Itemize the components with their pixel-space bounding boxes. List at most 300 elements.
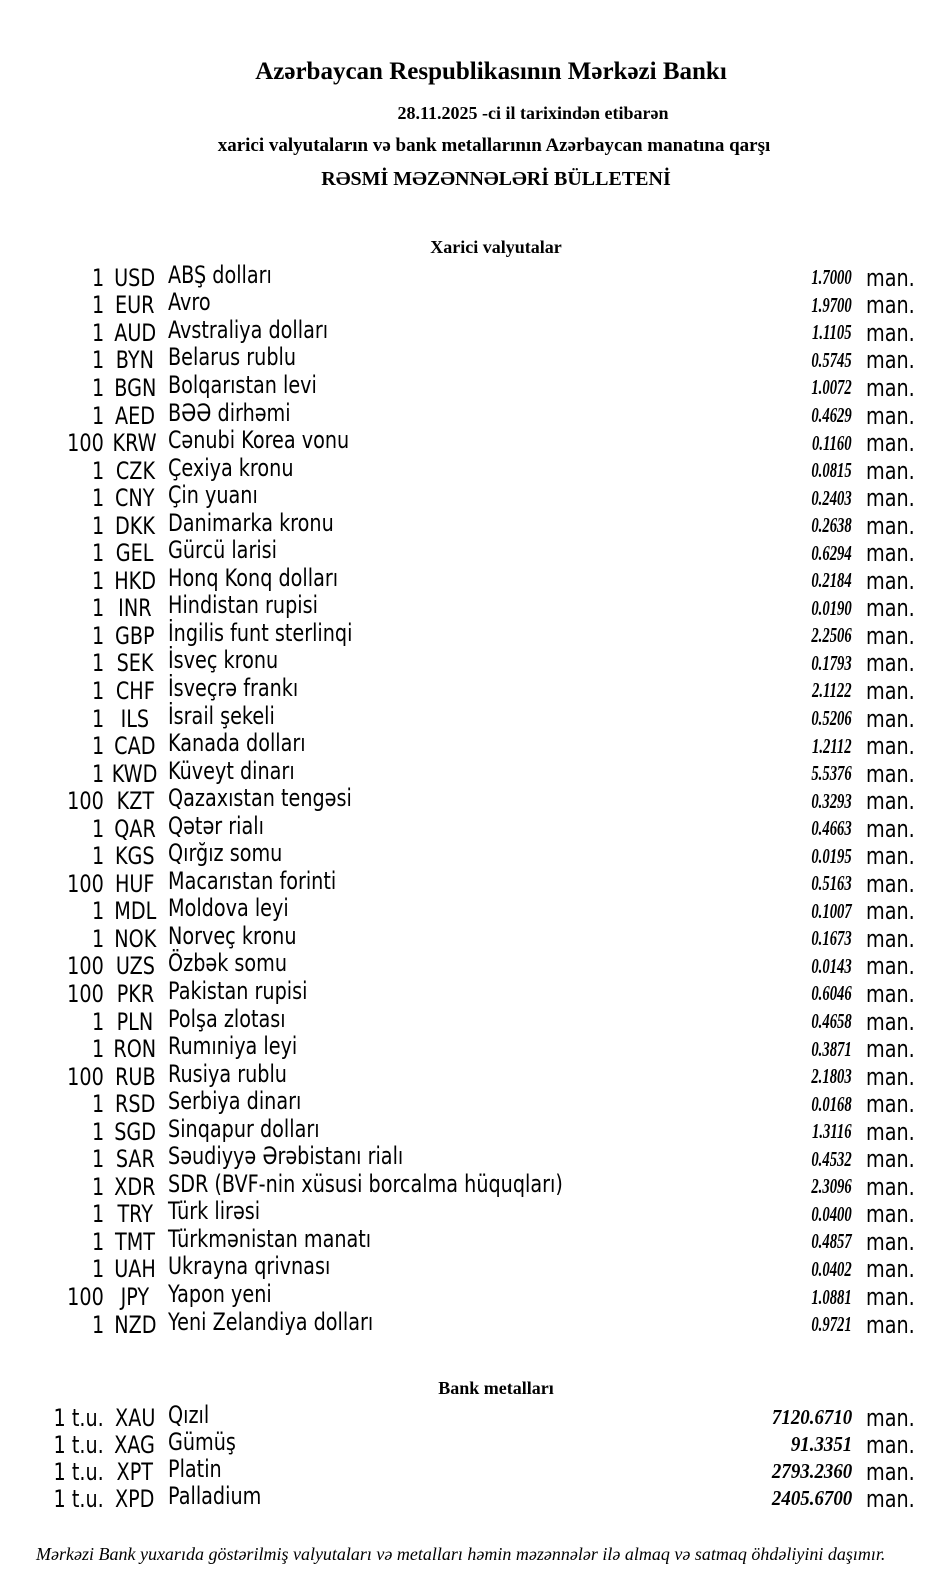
code-label: XPT (116, 1457, 154, 1486)
code-label: NZD (113, 1310, 157, 1339)
rate-cell (704, 1202, 852, 1227)
quantity-cell (0, 622, 104, 650)
code-cell (104, 1063, 166, 1091)
disclaimer-text (36, 1544, 885, 1565)
unit-cell (852, 1283, 952, 1311)
code-label: TMT (114, 1227, 156, 1256)
unit-label: man. (866, 1310, 915, 1339)
unit-cell (852, 567, 952, 595)
code-label: BGN (113, 373, 157, 402)
table-row (0, 563, 952, 595)
quantity-label: 1 (91, 1310, 104, 1339)
unit-label: man. (866, 704, 915, 733)
rate-cell (704, 486, 852, 511)
unit-cell (852, 594, 952, 622)
quantity-label: 1 (91, 1145, 104, 1174)
quantity-cell (0, 1063, 104, 1091)
unit-label: man. (866, 869, 915, 898)
name-label: Yapon yeni (168, 1280, 272, 1309)
code-cell (104, 1283, 166, 1311)
quantity-label: 1 (91, 1090, 104, 1119)
rate-cell (704, 954, 852, 979)
rate-cell (704, 816, 852, 841)
quantity-label: 1 (91, 1255, 104, 1284)
unit-label: man. (866, 814, 915, 843)
name-label: Qətər rialı (168, 811, 264, 840)
rate-value: 5.5376 (811, 761, 852, 786)
code-cell (104, 787, 166, 815)
rate-value: 0.0400 (811, 1201, 852, 1226)
quantity-cell (0, 649, 104, 677)
rate-value: 1.1105 (812, 320, 852, 345)
name-label: Polşa zlotası (168, 1004, 286, 1033)
unit-cell (852, 732, 952, 760)
code-cell (104, 1311, 166, 1339)
unit-cell (852, 952, 952, 980)
unit-label: man. (866, 732, 915, 761)
rate-cell (704, 1037, 852, 1062)
unit-label: man. (866, 401, 915, 430)
code-label: ILS (120, 704, 150, 733)
name-label: Küveyt dinarı (168, 756, 295, 785)
unit-cell (852, 925, 952, 953)
unit-label: man. (866, 429, 915, 458)
name-label: Danimarka kronu (168, 508, 334, 537)
name-label: Sinqapur dolları (168, 1114, 320, 1143)
name-label: Moldova leyi (168, 894, 289, 923)
rate-cell (704, 403, 852, 428)
rate-value: 0.0190 (811, 595, 852, 620)
rate-cell (704, 541, 852, 566)
rate-cell (704, 926, 852, 951)
unit-label: man. (866, 897, 915, 926)
unit-cell (852, 1228, 952, 1256)
rate-cell (704, 844, 852, 869)
unit-label: man. (866, 1145, 915, 1174)
table-row (0, 536, 952, 568)
metals-section-title: Bank metalları (438, 1378, 554, 1398)
table-row (0, 673, 952, 705)
quantity-cell (0, 815, 104, 843)
currencies-table (0, 260, 952, 1339)
rate-value: 0.4532 (811, 1146, 852, 1171)
unit-cell (852, 897, 952, 925)
name-cell (166, 1427, 704, 1459)
unit-label: man. (866, 649, 915, 678)
rate-value: 0.5745 (811, 347, 852, 372)
quantity-cell (0, 1008, 104, 1036)
table-row (0, 949, 952, 981)
unit-cell (852, 649, 952, 677)
code-cell (104, 1431, 166, 1459)
rate-value: 0.5206 (811, 706, 852, 731)
code-cell (104, 291, 166, 319)
code-label: PLN (116, 1007, 154, 1036)
table-row (0, 1224, 952, 1256)
table-row (0, 315, 952, 347)
unit-cell (852, 1063, 952, 1091)
rate-cell (704, 348, 852, 373)
unit-label: man. (866, 594, 915, 623)
code-label: NOK (113, 924, 157, 953)
rate-value: 0.3871 (811, 1036, 852, 1061)
rate-value: 0.1007 (811, 898, 852, 923)
code-cell (104, 1485, 166, 1513)
code-label: HUF (115, 869, 155, 898)
unit-label: man. (866, 511, 915, 540)
quantity-cell (0, 1145, 104, 1173)
rate-cell (704, 1257, 852, 1282)
unit-cell (852, 1145, 952, 1173)
code-label: AED (114, 401, 156, 430)
rate-value: 0.2638 (811, 513, 852, 538)
unit-cell (852, 374, 952, 402)
unit-label: man. (866, 1403, 915, 1432)
code-cell (104, 705, 166, 733)
quantity-label: 1 (91, 566, 104, 595)
subtitle-line: xarici valyutaların və bank metallarının Azərbaycan manatına qarşı (217, 135, 771, 156)
name-label: Rusiya rublu (168, 1059, 287, 1088)
code-cell (104, 815, 166, 843)
quantity-cell (0, 1255, 104, 1283)
name-label: Çin yuanı (168, 481, 258, 510)
unit-label: man. (866, 759, 915, 788)
quantity-label: 1 t.u. (53, 1430, 104, 1459)
unit-cell (852, 319, 952, 347)
table-row (0, 1032, 952, 1064)
unit-cell (852, 1008, 952, 1036)
table-row (0, 1059, 952, 1091)
unit-label: man. (866, 1430, 915, 1459)
table-row (0, 453, 952, 485)
code-label: JPY (120, 1283, 150, 1312)
unit-label: man. (866, 621, 915, 650)
unit-label: man. (866, 787, 915, 816)
quantity-label: 1 (91, 594, 104, 623)
quantity-cell (0, 346, 104, 374)
unit-cell (852, 1255, 952, 1283)
quantity-label: 1 (91, 924, 104, 953)
rate-cell (704, 761, 852, 786)
name-cell (166, 1400, 704, 1432)
table-row (0, 701, 952, 733)
table-row (0, 618, 952, 650)
unit-label: man. (866, 484, 915, 513)
name-label: Özbək somu (168, 949, 288, 978)
name-label: Gümüş (168, 1427, 236, 1456)
unit-cell (852, 980, 952, 1008)
code-label: XPD (115, 1484, 155, 1513)
unit-cell (852, 429, 952, 457)
unit-cell (852, 842, 952, 870)
code-label: AUD (114, 318, 156, 347)
unit-cell (852, 1090, 952, 1118)
code-label: INR (118, 594, 152, 623)
rate-cell (704, 734, 852, 759)
unit-cell (852, 787, 952, 815)
name-label: Gürcü larisi (168, 536, 278, 565)
rate-value: 0.0143 (811, 953, 852, 978)
rate-cell (704, 293, 852, 318)
quantity-label: 100 (67, 869, 104, 898)
code-cell (104, 1228, 166, 1256)
quantity-label: 1 (91, 1200, 104, 1229)
code-cell (104, 870, 166, 898)
code-label: GEL (116, 539, 154, 568)
quantity-cell (0, 732, 104, 760)
metals-table (0, 1400, 952, 1513)
code-label: HKD (114, 566, 156, 595)
unit-label: man. (866, 263, 915, 292)
code-cell (104, 1118, 166, 1146)
quantity-label: 100 (67, 429, 104, 458)
code-cell (104, 760, 166, 788)
code-label: SAR (115, 1145, 155, 1174)
table-row (0, 894, 952, 926)
code-cell (104, 457, 166, 485)
code-label: XAU (114, 1403, 156, 1432)
unit-label: man. (866, 1117, 915, 1146)
rate-value: 1.0072 (811, 375, 852, 400)
name-label: Türkmənistan manatı (168, 1224, 372, 1253)
name-label: Səudiyyə Ərəbistanı rialı (168, 1142, 404, 1171)
rate-cell (704, 1174, 852, 1199)
code-label: XDR (114, 1172, 156, 1201)
rate-value: 0.0168 (811, 1091, 852, 1116)
rate-cell (704, 981, 852, 1006)
quantity-label: 1 t.u. (53, 1403, 104, 1432)
rate-value: 1.3116 (812, 1119, 852, 1144)
rate-cell (704, 1285, 852, 1310)
unit-label: man. (866, 1035, 915, 1064)
unit-cell (852, 622, 952, 650)
rate-cell (704, 375, 852, 400)
quantity-cell (0, 677, 104, 705)
code-label: TRY (117, 1200, 153, 1229)
name-label: Belarus rublu (168, 343, 297, 372)
code-cell (104, 1145, 166, 1173)
quantity-cell (0, 429, 104, 457)
code-label: SEK (116, 649, 154, 678)
rate-cell (704, 1147, 852, 1172)
quantity-label: 1 (91, 401, 104, 430)
rate-value: 0.1793 (811, 650, 852, 675)
code-label: XAG (114, 1430, 156, 1459)
quantity-cell (0, 402, 104, 430)
name-label: Qazaxıstan tengəsi (168, 784, 352, 813)
quantity-cell (0, 1311, 104, 1339)
rate-value: 91.3351 (790, 1432, 852, 1456)
code-cell (104, 897, 166, 925)
name-label: Avstraliya dolları (168, 315, 329, 344)
quantity-label: 1 (91, 539, 104, 568)
quantity-cell (0, 1431, 104, 1459)
unit-label: man. (866, 1090, 915, 1119)
currencies-section-title: Xarici valyutalar (430, 237, 562, 257)
rate-value: 1.2112 (812, 733, 852, 758)
table-row (0, 811, 952, 843)
quantity-cell (0, 842, 104, 870)
name-label: Avro (168, 288, 211, 317)
quantity-label: 1 (91, 456, 104, 485)
table-row (0, 426, 952, 458)
code-cell (104, 539, 166, 567)
table-row (0, 508, 952, 540)
name-label: Çexiya kronu (168, 453, 294, 482)
quantity-label: 1 (91, 484, 104, 513)
rate-value: 2405.6700 (771, 1486, 852, 1510)
code-label: PKR (116, 980, 154, 1008)
name-label: Honq Konq dolları (168, 563, 339, 592)
rate-value: 0.2403 (811, 485, 852, 510)
quantity-cell (0, 1404, 104, 1432)
quantity-label: 1 (91, 732, 104, 761)
code-label: USD (114, 263, 156, 292)
code-cell (104, 429, 166, 457)
quantity-label: 1 (91, 291, 104, 320)
table-row (0, 1454, 952, 1486)
code-cell (104, 594, 166, 622)
quantity-label: 100 (67, 787, 104, 816)
code-cell (104, 1008, 166, 1036)
quantity-cell (0, 1485, 104, 1513)
rate-cell (704, 899, 852, 924)
code-cell (104, 1200, 166, 1228)
name-label: İsrail şekeli (168, 701, 275, 730)
quantity-label: 1 (91, 814, 104, 843)
rate-value: 0.4658 (811, 1009, 852, 1034)
code-cell (104, 1035, 166, 1063)
unit-label: man. (866, 1283, 915, 1312)
table-row (0, 1197, 952, 1229)
unit-cell (852, 1118, 952, 1146)
rate-value: 1.7000 (811, 265, 852, 290)
quantity-label: 100 (67, 952, 104, 981)
table-row (0, 921, 952, 953)
quantity-cell (0, 594, 104, 622)
code-cell (104, 622, 166, 650)
name-label: ABŞ dolları (168, 260, 272, 289)
rate-cell (704, 1229, 852, 1254)
rate-cell (704, 1312, 852, 1337)
unit-cell (852, 402, 952, 430)
code-cell (104, 1404, 166, 1432)
rate-cell (704, 320, 852, 345)
table-row (0, 1400, 952, 1432)
rate-cell (704, 568, 852, 593)
rate-value: 1.0881 (811, 1284, 852, 1309)
unit-cell (852, 815, 952, 843)
unit-label: man. (866, 318, 915, 347)
unit-label: man. (866, 924, 915, 953)
rate-value: 0.0815 (811, 458, 852, 483)
quantity-cell (0, 374, 104, 402)
rate-cell (704, 596, 852, 621)
name-label: Norveç kronu (168, 921, 297, 950)
rate-value: 0.0195 (811, 843, 852, 868)
table-row (0, 1252, 952, 1284)
rate-cell (704, 1459, 852, 1484)
quantity-label: 1 t.u. (53, 1457, 104, 1486)
code-label: BYN (115, 346, 155, 375)
code-label: UZS (115, 952, 155, 981)
rate-cell (704, 1486, 852, 1511)
code-cell (104, 402, 166, 430)
unit-label: man. (866, 1200, 915, 1229)
unit-cell (852, 1404, 952, 1432)
quantity-label: 1 (91, 346, 104, 375)
table-row (0, 343, 952, 375)
quantity-cell (0, 952, 104, 980)
quantity-cell (0, 512, 104, 540)
name-label: Rumıniya leyi (168, 1032, 298, 1061)
quantity-label: 1 (91, 1117, 104, 1146)
code-cell (104, 1255, 166, 1283)
code-label: QAR (114, 814, 156, 843)
quantity-label: 1 (91, 649, 104, 678)
quantity-label: 1 t.u. (53, 1484, 104, 1513)
unit-cell (852, 1173, 952, 1201)
rate-value: 0.3293 (811, 788, 852, 813)
code-label: CHF (115, 676, 155, 705)
quantity-label: 1 (91, 621, 104, 650)
quantity-cell (0, 264, 104, 292)
quantity-cell (0, 1200, 104, 1228)
rate-cell (704, 458, 852, 483)
unit-cell (852, 291, 952, 319)
code-cell (104, 484, 166, 512)
table-row (0, 260, 952, 292)
name-label: İsveçrə frankı (168, 673, 299, 702)
quantity-label: 1 (91, 897, 104, 926)
code-cell (104, 677, 166, 705)
name-label: Palladium (168, 1481, 262, 1510)
unit-cell (852, 677, 952, 705)
quantity-cell (0, 1173, 104, 1201)
rate-value: 0.1673 (811, 926, 852, 951)
quantity-label: 1 (91, 704, 104, 733)
table-row (0, 1004, 952, 1036)
code-label: KRW (112, 429, 158, 458)
name-label: Ukrayna qrivnası (168, 1252, 331, 1281)
table-row (0, 1169, 952, 1201)
table-row (0, 370, 952, 402)
code-label: EUR (115, 291, 155, 320)
unit-label: man. (866, 1255, 915, 1284)
code-label: RUB (114, 1062, 156, 1091)
table-row (0, 591, 952, 623)
table-row (0, 1481, 952, 1513)
unit-cell (852, 539, 952, 567)
table-row (0, 1087, 952, 1119)
rate-value: 0.9721 (811, 1312, 852, 1337)
unit-label: man. (866, 1484, 915, 1513)
unit-cell (852, 1485, 952, 1513)
quantity-cell (0, 319, 104, 347)
code-cell (104, 1458, 166, 1486)
code-label: KGS (115, 842, 155, 871)
table-row (0, 646, 952, 678)
unit-label: man. (866, 1457, 915, 1486)
disclaimer-label: Mərkəzi Bank yuxarıda göstərilmiş valyutaları və metalları həmin məzənnələr ilə almaq və satmaq öhdəliyini daşımır. (36, 1544, 886, 1564)
rate-value: 0.1160 (812, 430, 852, 455)
name-label: Macarıstan forinti (168, 866, 337, 895)
rate-value: 0.0402 (811, 1256, 852, 1281)
unit-label: man. (866, 456, 915, 485)
code-label: RSD (114, 1090, 156, 1119)
table-row (0, 1114, 952, 1146)
code-label: CZK (115, 456, 155, 485)
